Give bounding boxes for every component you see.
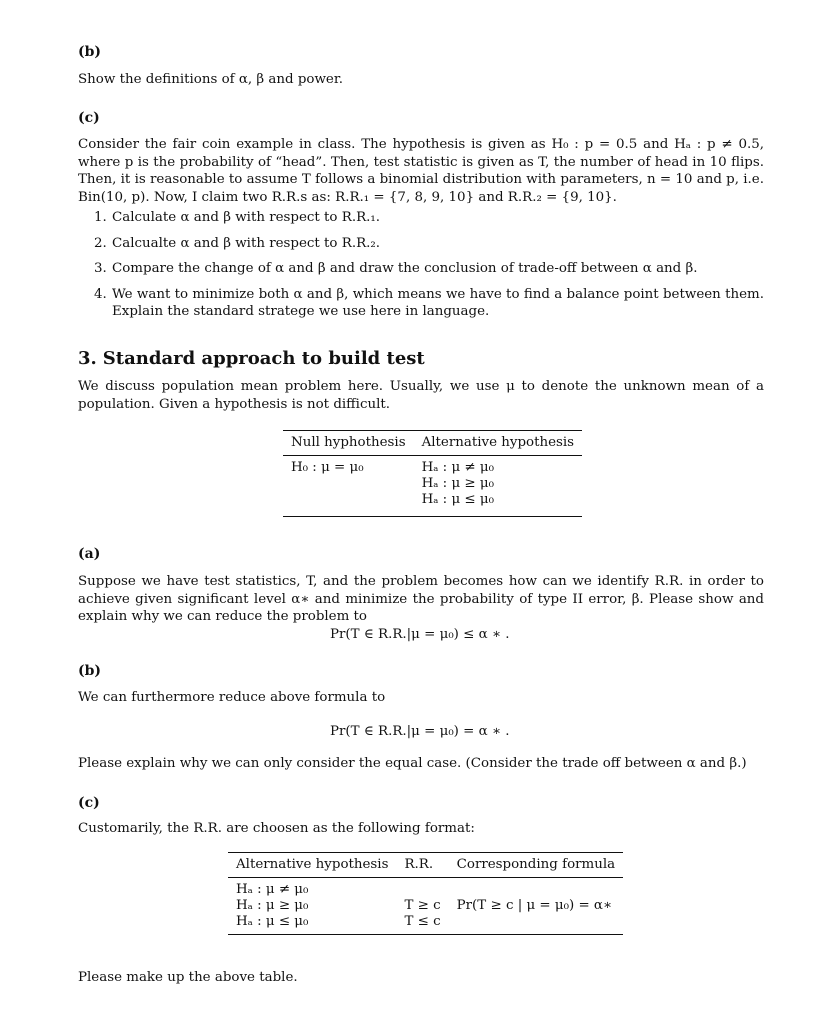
- list-item-number: 4.: [94, 286, 107, 302]
- alternative-hypothesis: Hₐ : μ ≠ μ₀: [236, 882, 309, 897]
- rr-value: T ≥ c: [404, 898, 441, 913]
- part-b-text: We can furthermore reduce above formula to: [78, 690, 386, 705]
- rr-value: [404, 882, 440, 898]
- table-header-formula: Corresponding formula: [449, 853, 623, 878]
- alternative-hypothesis: Hₐ : μ ≥ μ₀: [236, 898, 309, 913]
- part-c-heading: (c): [78, 795, 100, 811]
- coin-example-paragraph: Consider the fair coin example in class. The hypothesis is given as H₀ : p = 0.5 and Hₐ : p ≠ 0.5, where p is the probability of “head”. Then, test statistic is given as T, the number of head in 10 flips. Then, it is reasonable to assume T follows a binomial distribution with parameters, n = 10 and p, i.e. Bin(10, p). Now, I claim two R.R.s as: R.R.₁ = {7, 8, 9, 10} and R.R.₂ = {9, 10}.: [78, 137, 764, 205]
- table-row: [228, 878, 623, 935]
- section-title: Standard approach to build test: [102, 348, 425, 369]
- rr-value: T ≤ c: [404, 914, 441, 929]
- part-a-paragraph: Suppose we have test statistics, T, and the problem becomes how can we identify R.R. in order to achieve given significant level α∗ and minimize the probability of type II error, β. Please show and explain why we can reduce the problem to: [78, 574, 764, 624]
- part-c-text: Customarily, the R.R. are choosen as the following format:: [78, 821, 475, 836]
- part-a-heading: (a): [78, 546, 101, 562]
- closing-text: Please make up the above table.: [78, 970, 298, 985]
- section-3-intro: We discuss population mean problem here. Usually, we use μ to denote the unknown mean of a population. Given a hypothesis is not difficult.: [78, 379, 764, 412]
- formula-value: Pr(T ≥ c | μ = μ₀) = α∗: [456, 898, 613, 913]
- list-item-number: 3.: [94, 261, 107, 276]
- part-b-top-heading: (b): [78, 44, 102, 60]
- question-list: [78, 209, 764, 329]
- alternative-hypothesis: Hₐ : μ ≠ μ₀: [421, 460, 494, 475]
- part-b-formula: Pr(T ∈ R.R.|μ = μ₀) = α ∗ .: [330, 724, 510, 739]
- rr-cell: [396, 878, 448, 935]
- list-item-number: 2.: [94, 235, 107, 251]
- list-item-text: We want to minimize both α and β, which means we have to find a balance point between them. Explain the standard stratege we use here in language.: [112, 286, 764, 319]
- table-header-rr: R.R.: [396, 853, 448, 878]
- rejection-region-table: [228, 852, 623, 935]
- list-item: [78, 286, 764, 321]
- list-item: [78, 235, 764, 253]
- table-row: [283, 456, 582, 517]
- part-b-explanation: Please explain why we can only consider the equal case. (Consider the trade off between α and β.): [78, 756, 747, 771]
- table-header-null: Null hyphothesis: [283, 431, 414, 456]
- part-b-top-text: Show the definitions of α, β and power.: [78, 72, 344, 87]
- list-item-text: Compare the change of α and β and draw the conclusion of trade-off between α and β.: [112, 261, 698, 276]
- list-item: [78, 260, 764, 278]
- section-3-title: [78, 348, 431, 369]
- list-item-text: Calcualte α and β with respect to R.R.₂.: [112, 235, 381, 251]
- formula-cell: [449, 878, 623, 935]
- part-b-heading: (b): [78, 663, 102, 679]
- hypothesis-table: [283, 430, 582, 517]
- list-item-number: 1.: [94, 210, 107, 225]
- alternative-hypotheses-cell: [414, 456, 582, 517]
- alternative-hypothesis: Hₐ : μ ≤ μ₀: [421, 492, 494, 507]
- formula-value: [457, 914, 615, 930]
- part-a-formula: Pr(T ∈ R.R.|μ = μ₀) ≤ α ∗ .: [330, 627, 510, 642]
- section-number: 3.: [78, 348, 97, 369]
- null-hypothesis-cell: H₀ : μ = μ₀: [291, 460, 364, 475]
- alternative-hypothesis: Hₐ : μ ≤ μ₀: [236, 914, 309, 929]
- table-header-alternative: Alternative hypothesis: [414, 431, 582, 456]
- alternative-hypothesis: Hₐ : μ ≥ μ₀: [421, 476, 494, 491]
- part-c-top-heading: (c): [78, 110, 100, 126]
- formula-value: [457, 882, 615, 898]
- list-item-text: Calculate α and β with respect to R.R.₁.: [112, 210, 381, 225]
- list-item: [78, 209, 764, 227]
- alternative-hypotheses-cell: [228, 878, 396, 935]
- table-header-alternative: Alternative hypothesis: [228, 853, 396, 878]
